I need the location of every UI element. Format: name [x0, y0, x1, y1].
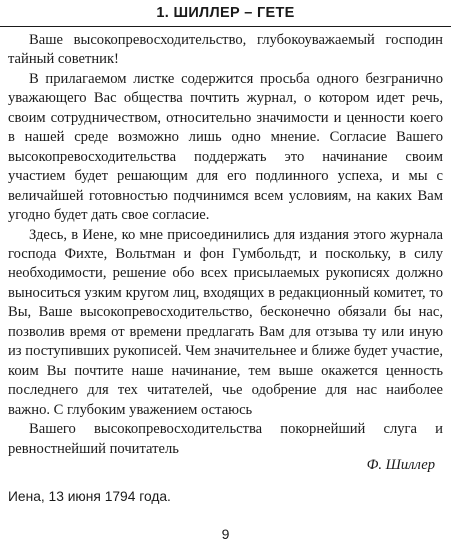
body-paragraph: В прилагаемом листке содержится просьба одного безгранично уважающего Вас общества почтить журнал, о котором идет речь, своим сотрудничеством, относительно значимости и ценности коего в нашей среде возможно лишь одно мнение. Согласие Вашего высокопревосходительства поддержать это начинание своим участием будет решающим для его подлинного успеха, и мы с величайшей готовностью подчинимся всем условиям, на каких Вам угодно будет дать свое согласие. [8, 70, 443, 224]
closing-paragraph: Вашего высокопревосходительства покорнейший слуга и ревностнейший почитатель [8, 421, 443, 457]
chapter-heading: 1. ШИЛЛЕР – ГЕТЕ [0, 0, 451, 27]
salutation-paragraph: Ваше высокопревосходительство, глубокоуважаемый господин тайный советник! [8, 32, 443, 68]
signature: Ф. Шиллер [366, 457, 435, 473]
body-paragraph: Здесь, в Иене, ко мне присоединились для издания этого журнала господа Фихте, Вольтман и фон Гумбольдт, и поскольку, в силу необходимости, решение обо всех присылаемых рукописях должно выноситься узким кругом лиц, входящих в редакционный комитет, то Вы, Ваше высокопревосходительство, бесконечно обязали бы нас, позволив время от времени предлагать Вам для отзыва ту или иную из поступивших рукописей. Чем значительнее и ближе будет участие, коим Вы почтите наше начинание, тем выше окажется ценность последнего для тех читателей, чье одобрение для нас наиболее важно. С глубоким уважением остаюсь [8, 226, 443, 418]
place-date: Иена, 13 июня 1794 года. [8, 489, 171, 504]
letter-body [8, 31, 443, 459]
page-number: 9 [221, 526, 230, 542]
